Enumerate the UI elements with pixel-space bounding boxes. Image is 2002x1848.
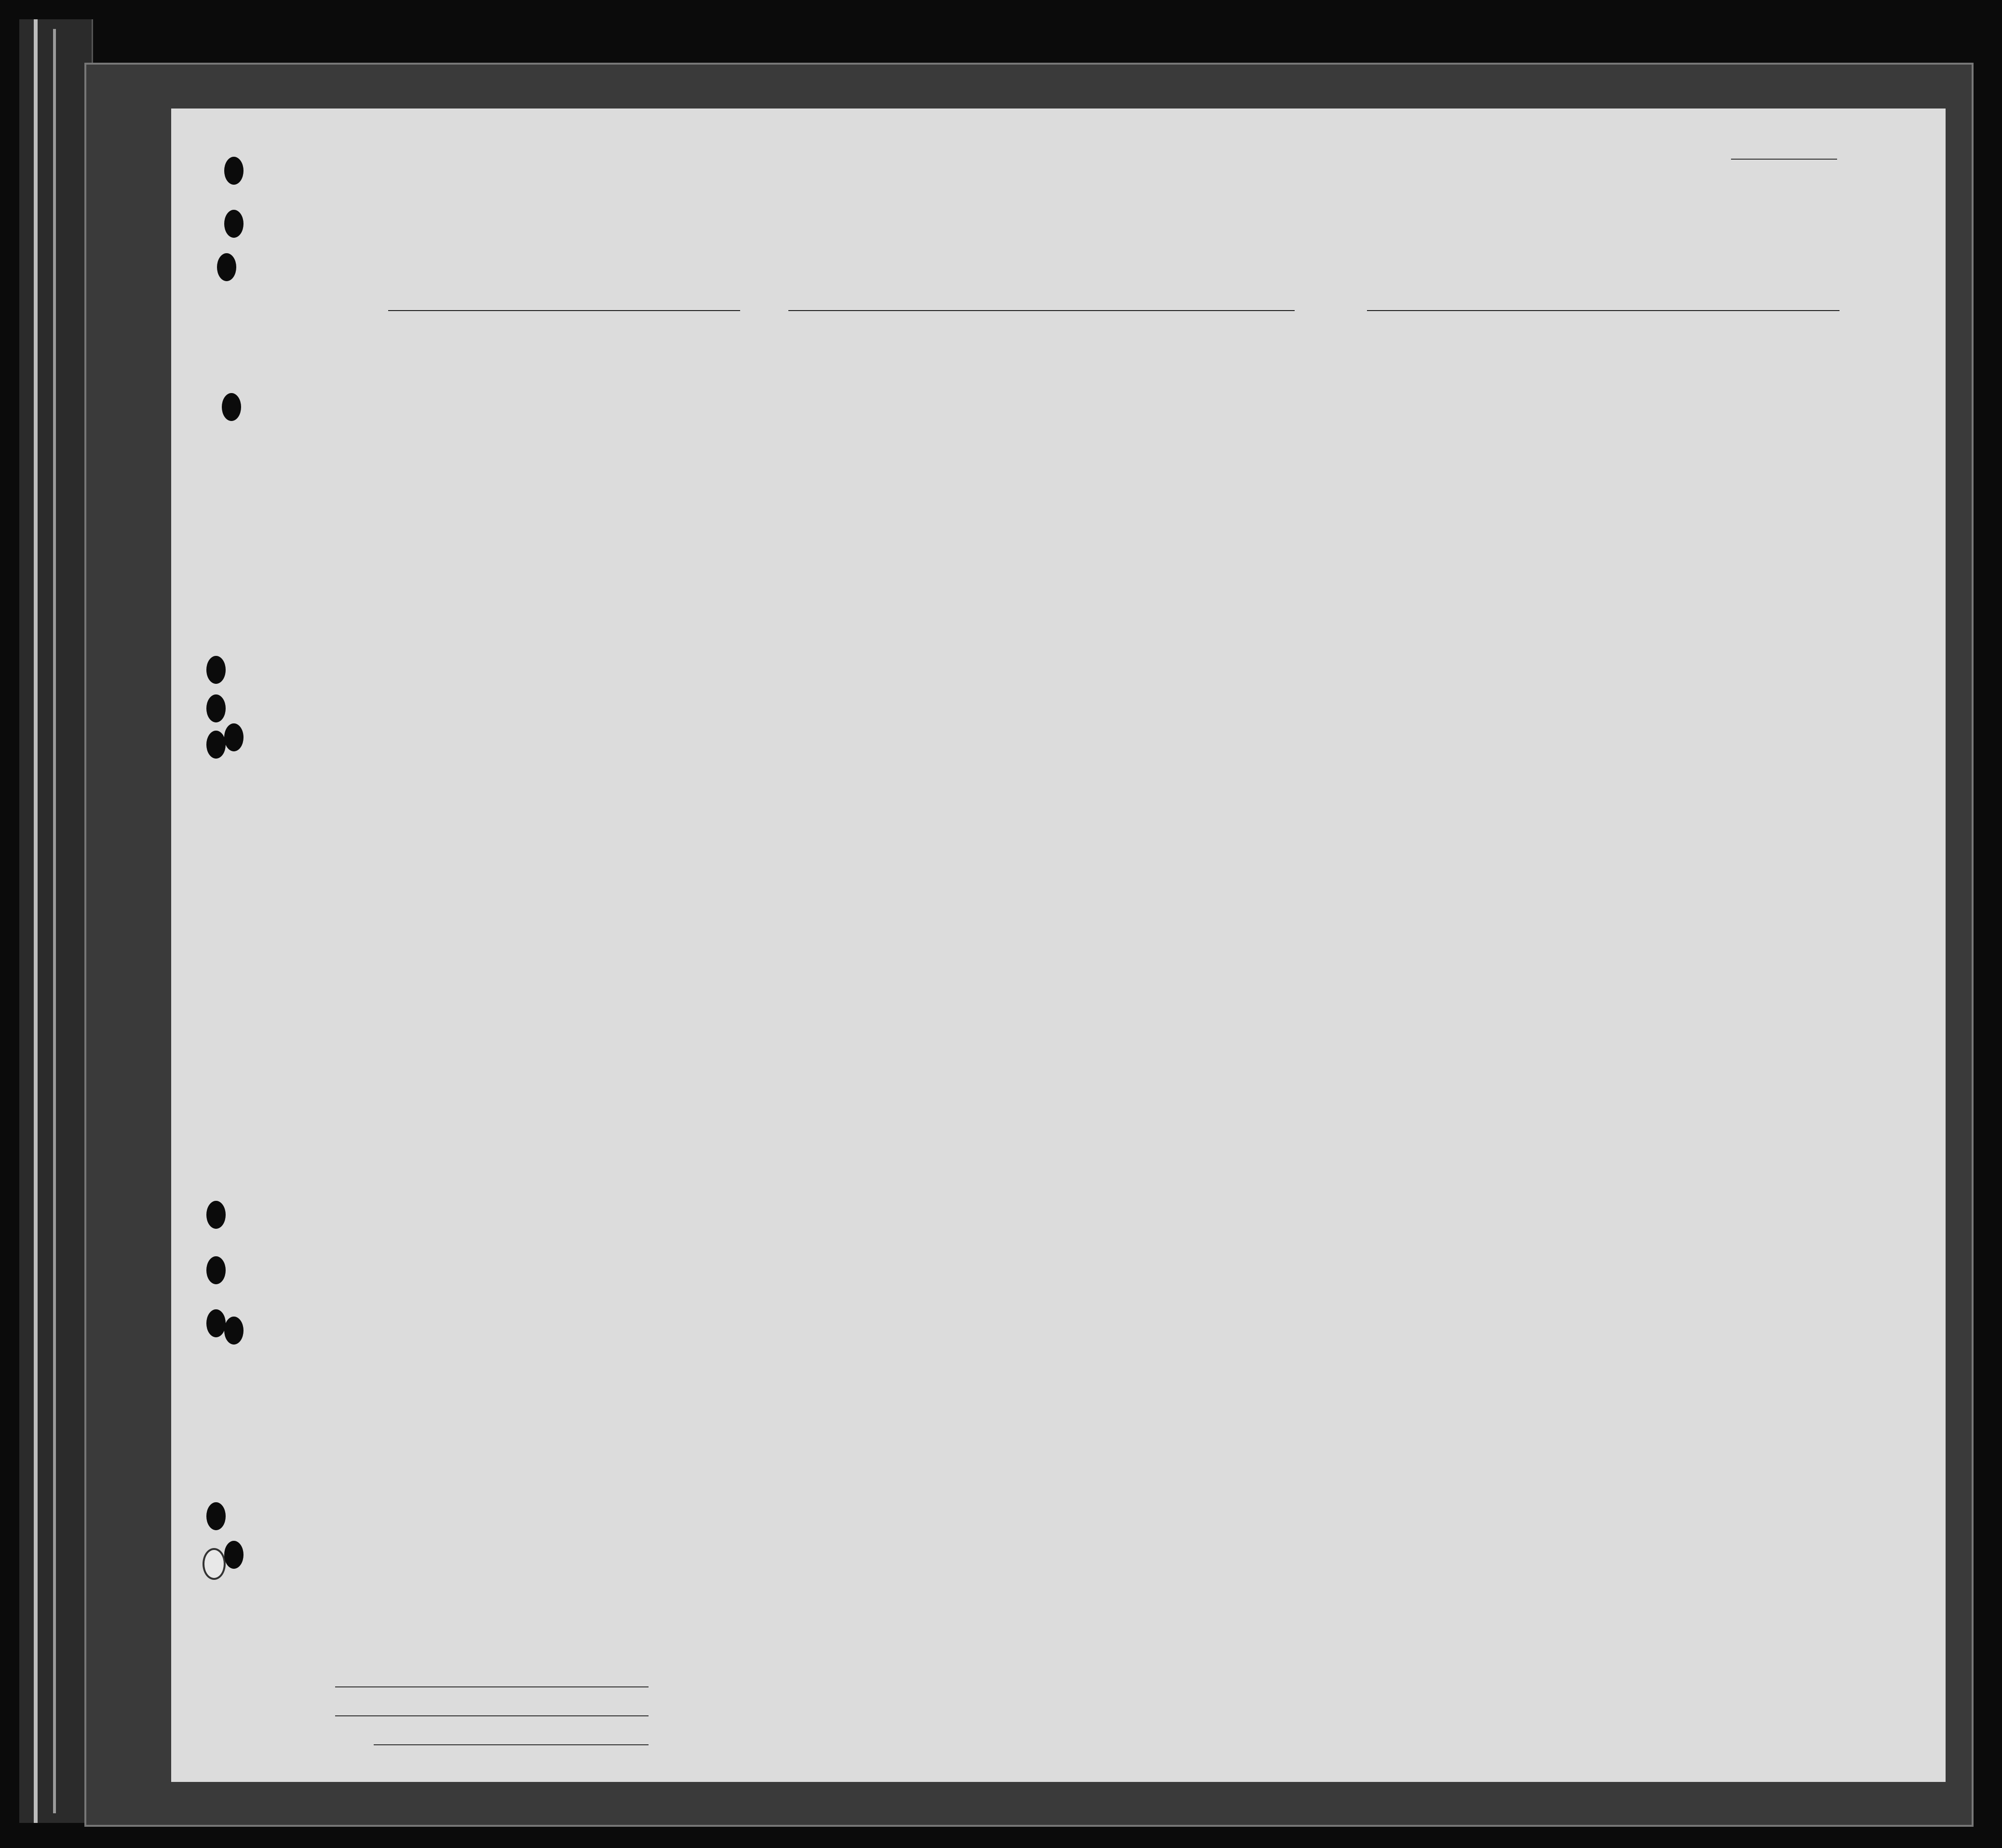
punch-hole — [206, 1256, 226, 1284]
binder-edge-inner — [53, 29, 56, 1813]
punch-hole — [206, 694, 226, 722]
punch-hole — [224, 723, 243, 751]
punch-hole — [224, 1317, 243, 1345]
binder-edge — [34, 19, 38, 1823]
punch-hole — [217, 253, 236, 281]
binder-spine — [19, 19, 93, 1823]
punch-hole — [206, 656, 226, 684]
punch-hole — [203, 1548, 226, 1580]
punch-hole — [224, 210, 243, 238]
manifest-sheet — [171, 109, 1946, 1782]
punch-hole — [224, 157, 243, 185]
punch-hole — [206, 1502, 226, 1530]
punch-hole — [222, 393, 241, 421]
punch-hole — [224, 1541, 243, 1569]
punch-hole — [206, 1201, 226, 1229]
punch-hole — [206, 731, 226, 759]
punch-hole — [206, 1309, 226, 1337]
